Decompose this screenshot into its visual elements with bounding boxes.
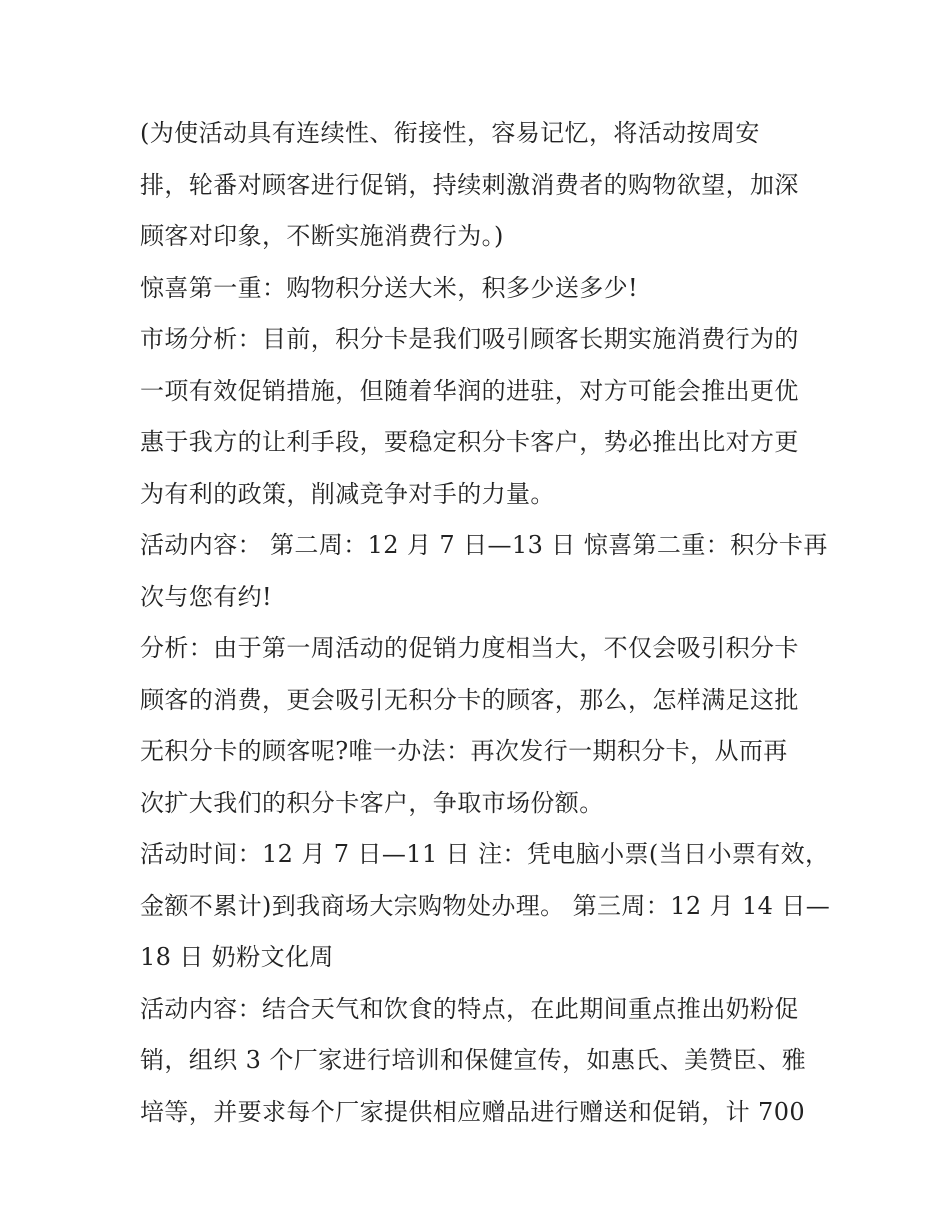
text-line-4: 惊喜第一重：购物积分送大米，积多少送多少! xyxy=(140,273,639,302)
text-line-16: 金额不累计)到我商场大宗购物处办理。 第三周：12 月 14 日— xyxy=(140,891,831,920)
text-line-12: 顾客的消费，更会吸引无积分卡的顾客，那么，怎样满足这批 xyxy=(140,685,799,714)
text-line-7: 惠于我方的让利手段，要稳定积分卡客户，势必推出比对方更 xyxy=(140,428,799,456)
text-line-2: 排，轮番对顾客进行促销，持续刺激消费者的购物欲望，加深 xyxy=(140,170,799,199)
text-line-17: 18 日 奶粉文化周 xyxy=(140,943,334,971)
text-line-3: 顾客对印象，不断实施消费行为。) xyxy=(140,222,504,250)
text-line-18: 活动内容：结合天气和饮食的特点，在此期间重点推出奶粉促 xyxy=(140,994,799,1023)
text-line-1: (为使活动具有连续性、衔接性，容易记忆，将活动按周安 xyxy=(140,119,760,147)
text-line-20: 培等，并要求每个厂家提供相应赠品进行赠送和促销，计 700 xyxy=(140,1097,806,1126)
text-line-13: 无积分卡的顾客呢?唯一办法：再次发行一期积分卡，从而再 xyxy=(140,737,788,765)
text-line-11: 分析：由于第一周活动的促销力度相当大，不仅会吸引积分卡 xyxy=(140,634,799,662)
text-line-19: 销，组织 3 个厂家进行培训和保健宣传，如惠氏、美赞臣、雅 xyxy=(140,1046,807,1074)
text-line-14: 次扩大我们的积分卡客户，争取市场份额。 xyxy=(140,788,604,817)
text-line-5: 市场分析：目前，积分卡是我们吸引顾客长期实施消费行为的 xyxy=(140,325,799,353)
document-body xyxy=(140,108,831,1138)
text-line-8: 为有利的政策，削减竞争对手的力量。 xyxy=(140,479,555,508)
text-line-9: 活动内容： 第二周：12 月 7 日—13 日 惊喜第二重：积分卡再 xyxy=(140,531,828,559)
text-line-6: 一项有效促销措施，但随着华润的进驻，对方可能会推出更优 xyxy=(140,376,799,405)
text-line-15: 活动时间：12 月 7 日—11 日 注：凭电脑小票(当日小票有效， xyxy=(140,840,830,868)
text-line-10: 次与您有约! xyxy=(140,582,273,611)
